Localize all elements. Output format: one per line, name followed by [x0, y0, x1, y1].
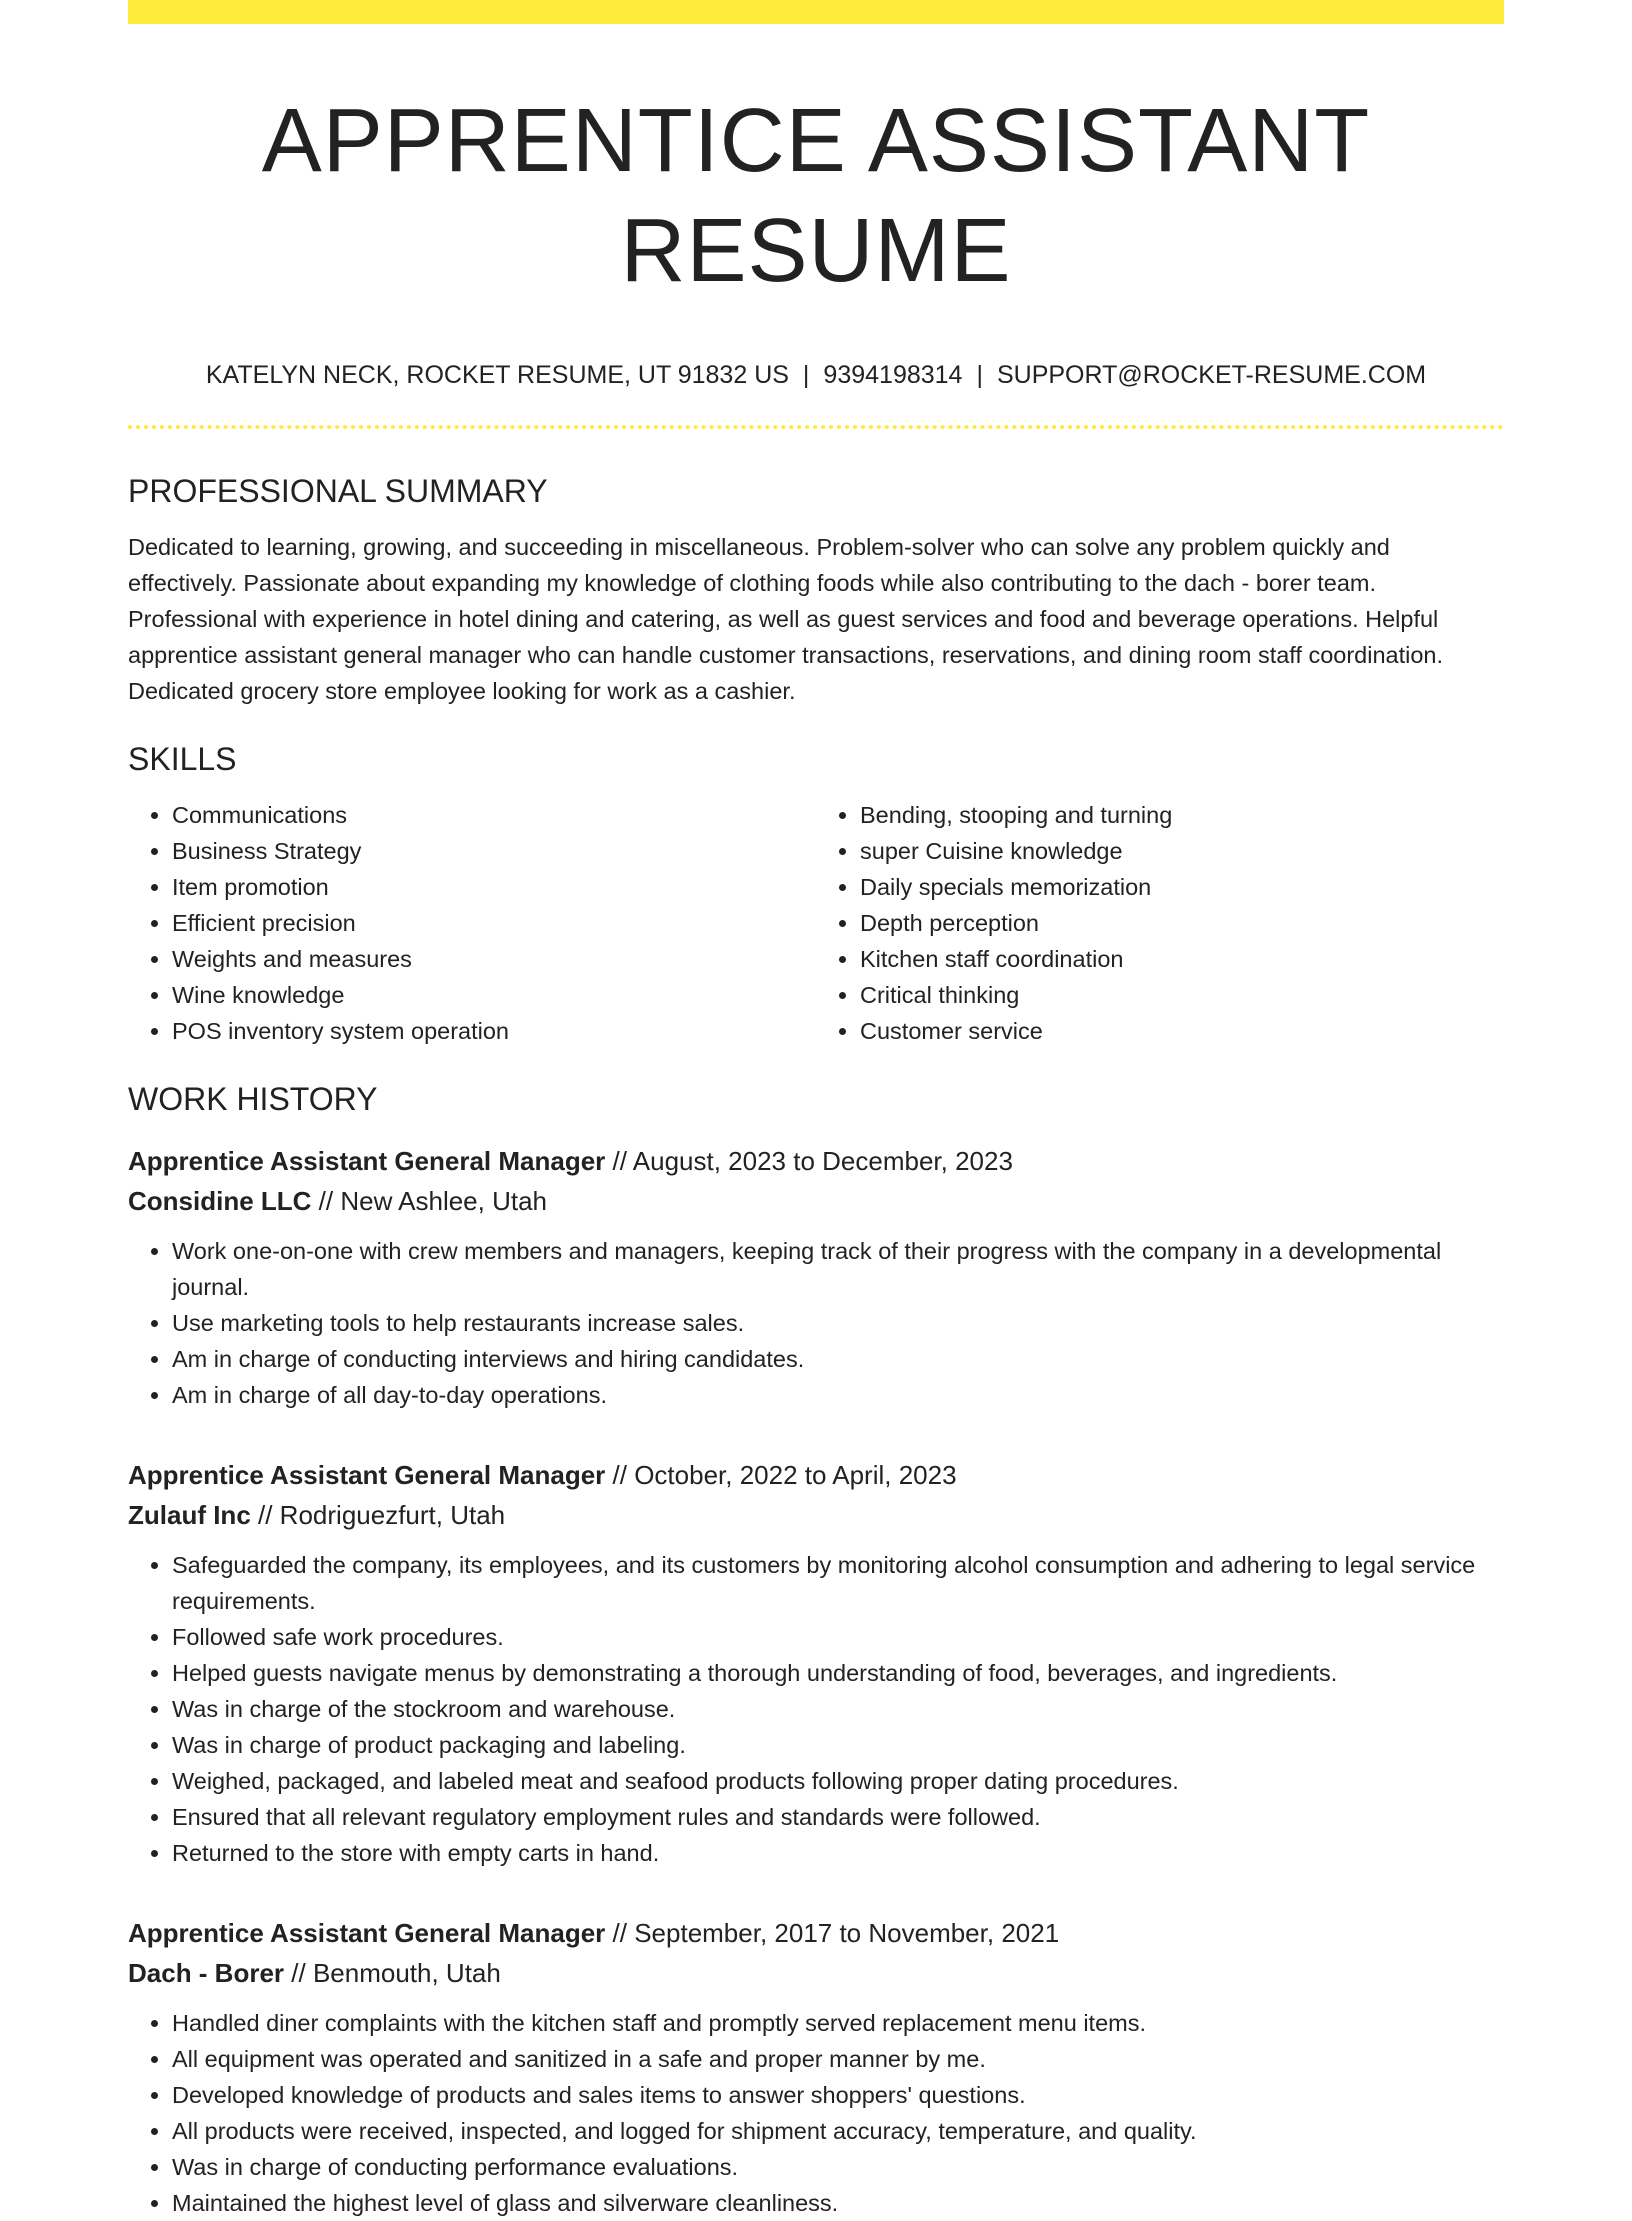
skill-item: • Item promotion	[172, 869, 816, 905]
skills-columns	[128, 797, 1504, 1049]
job-location: // Benmouth, Utah	[291, 1958, 501, 1988]
skill-item: • POS inventory system operation	[172, 1013, 816, 1049]
resume-content	[128, 24, 1504, 2221]
job-entry	[128, 1141, 1504, 1413]
skill-item: • Wine knowledge	[172, 977, 816, 1013]
job-bullet: • Use marketing tools to help restaurants increase sales.	[172, 1305, 1504, 1341]
job-bullet: • Returned to the store with empty carts in hand.	[172, 1835, 1504, 1871]
job-company: Dach - Borer	[128, 1958, 285, 1988]
skill-item: • Efficient precision	[172, 905, 816, 941]
job-bullet: • Safeguarded the company, its employees, and its customers by monitoring alcohol consumption and adhering to legal service requirements.	[172, 1547, 1504, 1619]
job-entry	[128, 1913, 1504, 2221]
contact-phone: 9394198314	[823, 361, 963, 389]
job-bullet: • Handled diner complaints with the kitchen staff and promptly served replacement menu items.	[172, 2005, 1504, 2041]
job-bullet: • Helped guests navigate menus by demonstrating a thorough understanding of food, beverages, and ingredients.	[172, 1655, 1504, 1691]
job-bullet: • Am in charge of conducting interviews and hiring candidates.	[172, 1341, 1504, 1377]
contact-separator: |	[976, 361, 983, 389]
skill-item: • Business Strategy	[172, 833, 816, 869]
job-bullet: • All equipment was operated and sanitized in a safe and proper manner by me.	[172, 2041, 1504, 2077]
job-company-line	[128, 1181, 1504, 1221]
job-company-line	[128, 1495, 1504, 1535]
skills-left-list	[128, 797, 816, 1049]
skill-item: • Kitchen staff coordination	[860, 941, 1504, 977]
skill-item: • Customer service	[860, 1013, 1504, 1049]
job-bullet: • Ensured that all relevant regulatory employment rules and standards were followed.	[172, 1799, 1504, 1835]
skills-heading: SKILLS	[128, 741, 237, 777]
job-bullet: • Am in charge of all day-to-day operations.	[172, 1377, 1504, 1413]
work-history-section	[128, 1079, 1504, 2221]
job-bullet: • Developed knowledge of products and sales items to answer shoppers' questions.	[172, 2077, 1504, 2113]
job-title: Apprentice Assistant General Manager	[128, 1146, 606, 1176]
skill-item: • Critical thinking	[860, 977, 1504, 1013]
job-title-line	[128, 1913, 1504, 1953]
job-dates: // August, 2023 to December, 2023	[612, 1146, 1013, 1176]
job-bullet: • Was in charge of product packaging and labeling.	[172, 1727, 1504, 1763]
summary-section	[128, 471, 1504, 709]
contact-address: KATELYN NECK, ROCKET RESUME, UT 91832 US	[205, 361, 789, 389]
job-bullet: • Was in charge of the stockroom and warehouse.	[172, 1691, 1504, 1727]
skill-item: • Depth perception	[860, 905, 1504, 941]
skill-item: • Bending, stooping and turning	[860, 797, 1504, 833]
skill-item: • super Cuisine knowledge	[860, 833, 1504, 869]
contact-line	[128, 359, 1504, 391]
job-bullet: • Work one-on-one with crew members and managers, keeping track of their progress with the company in a developmental journal.	[172, 1233, 1504, 1305]
job-entry	[128, 1455, 1504, 1871]
job-bullet: • Followed safe work procedures.	[172, 1619, 1504, 1655]
job-title: Apprentice Assistant General Manager	[128, 1460, 606, 1490]
resume-title: APPRENTICE ASSISTANT RESUME	[261, 91, 1371, 301]
job-bullets	[128, 1547, 1504, 1871]
top-accent-bar	[128, 0, 1504, 24]
work-history-heading: WORK HISTORY	[128, 1081, 378, 1117]
skills-section	[128, 739, 1504, 1049]
dotted-divider	[128, 425, 1504, 429]
job-bullets	[128, 1233, 1504, 1413]
job-location: // Rodriguezfurt, Utah	[258, 1500, 506, 1530]
job-title-line	[128, 1141, 1504, 1181]
contact-email: SUPPORT@ROCKET-RESUME.COM	[996, 361, 1427, 389]
summary-heading: PROFESSIONAL SUMMARY	[128, 473, 548, 509]
job-location: // New Ashlee, Utah	[318, 1186, 548, 1216]
job-dates: // October, 2022 to April, 2023	[612, 1460, 957, 1490]
job-company: Zulauf Inc	[128, 1500, 251, 1530]
job-company-line	[128, 1953, 1504, 1993]
job-bullet: • All products were received, inspected, and logged for shipment accuracy, temperature, and quality.	[172, 2113, 1504, 2149]
job-bullet: • Maintained the highest level of glass and silverware cleanliness.	[172, 2185, 1504, 2221]
skill-item: • Daily specials memorization	[860, 869, 1504, 905]
job-bullet: • Was in charge of conducting performance evaluations.	[172, 2149, 1504, 2185]
skill-item: • Communications	[172, 797, 816, 833]
job-title: Apprentice Assistant General Manager	[128, 1918, 606, 1948]
job-title-line	[128, 1455, 1504, 1495]
job-company: Considine LLC	[128, 1186, 312, 1216]
job-bullets	[128, 2005, 1504, 2221]
skills-right-list	[816, 797, 1504, 1049]
job-dates: // September, 2017 to November, 2021	[612, 1918, 1060, 1948]
job-bullet: • Weighed, packaged, and labeled meat and seafood products following proper dating procedures.	[172, 1763, 1504, 1799]
contact-separator: |	[802, 361, 810, 389]
skill-item: • Weights and measures	[172, 941, 816, 977]
summary-text: Dedicated to learning, growing, and succeeding in miscellaneous. Problem-solver who can solve any problem quickly and effectively. Passionate about expanding my knowledge of clothing foods while also contributing to the dach - borer team. Professional with experience in hotel dining and catering, as well as guest services and food and beverage operations. Helpful apprentice assistant general manager who can handle customer transactions, reservations, and dining room staff coordination. Dedicated grocery store employee looking for work as a cashier.	[128, 534, 1444, 704]
